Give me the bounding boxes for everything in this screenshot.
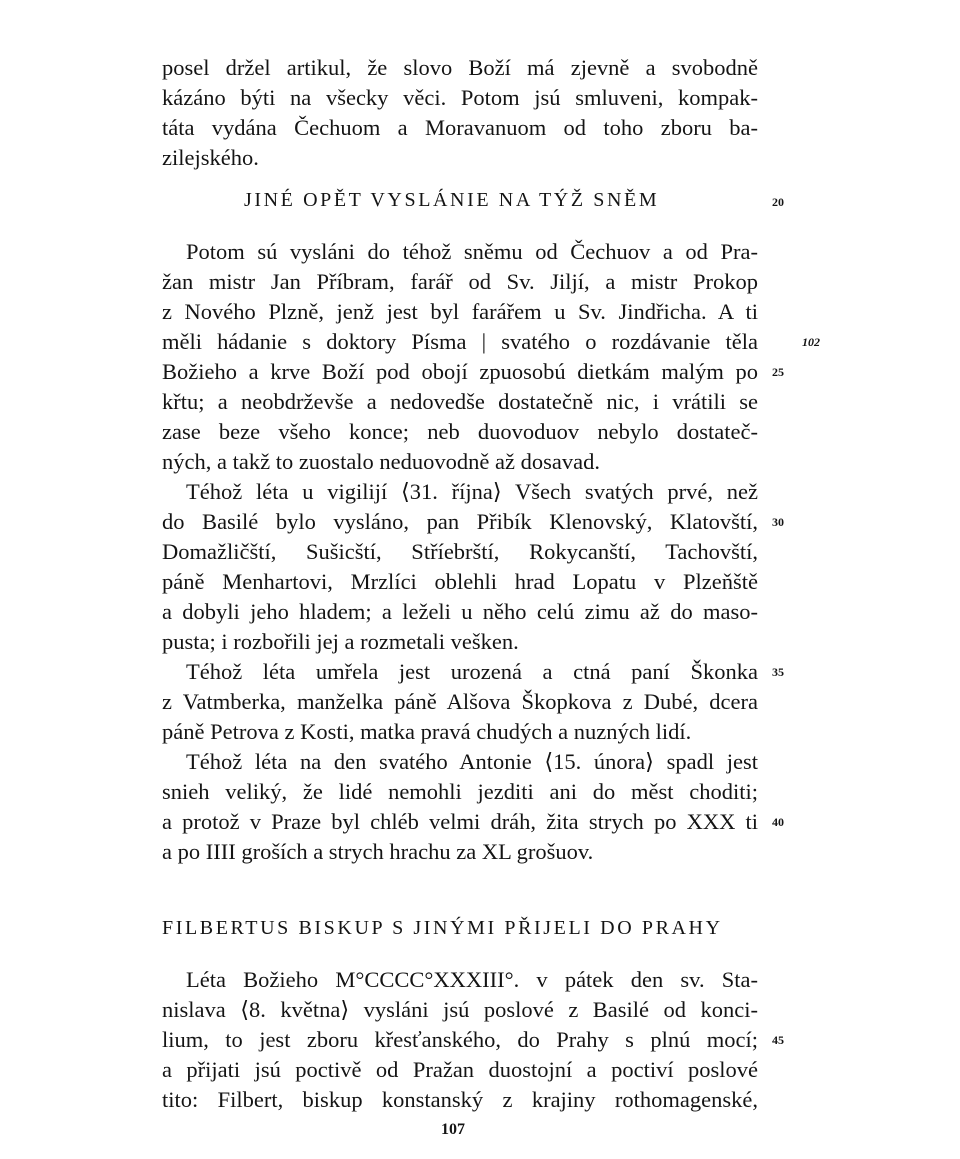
text-line: zase beze všeho konce; neb duovoduov nebylo dostateč- [162,419,758,444]
text-line: Božieho a krve Boží pod obojí zpuosobú dietkám malým po [162,359,758,384]
line-number: 30 [772,515,784,529]
text-line: a dobyli jeho hladem; a leželi u něho celú zimu až do maso- [162,599,758,624]
text-line: posel držel artikul, že slovo Boží má zjevně a svobodně [162,55,758,80]
page-number: 107 [441,1121,465,1138]
text-line: páně Petrova z Kosti, matka pravá chudých a nuzných lidí. [162,719,692,744]
text-line: z Nového Plzně, jenž jest byl farářem u Sv. Jindřicha. A ti [162,299,758,324]
text-line: Potom sú vysláni do téhož sněmu od Čechuov a od Pra- [186,239,758,264]
text-line: Léta Božieho M°CCCC°XXXIII°. v pátek den sv. Sta- [186,967,758,992]
line-number: 45 [772,1033,784,1047]
page-reference: 102 [802,335,820,349]
text-line: žan mistr Jan Příbram, farář od Sv. Jiljí, a mistr Prokop [162,269,758,294]
section-heading: JINÉ OPĚT VYSLÁNIE NA TÝŽ SNĚM [244,189,660,211]
text-line: z Vatmberka, manželka páně Alšova Škopkova z Dubé, dcera [162,689,758,714]
text-line: kázáno býti na všecky věci. Potom jsú smluveni, kompak- [162,85,758,110]
text-line: a přijati jsú poctivě od Pražan duostojní a poctiví poslové [162,1057,758,1082]
text-line: a protož v Praze byl chléb velmi dráh, žita strych po XXX ti [162,809,758,834]
line-number: 35 [772,665,784,679]
text-line: tito: Filbert, biskup konstanský z krajiny rothomagenské, [162,1087,758,1112]
text-line: zilejského. [162,145,259,170]
text-line: Téhož léta umřela jest urozená a ctná paní Škonka [186,659,758,684]
text-line: pusta; i rozbořili jej a rozmetali vešken. [162,629,519,654]
text-line: táta vydána Čechuom a Moravanuom od toho zboru ba- [162,115,758,140]
text-line: lium, to jest zboru křesťanského, do Prahy s plnú mocí; [162,1027,758,1052]
text-line: Téhož léta na den svatého Antonie ⟨15. února⟩ spadl jest [186,749,758,774]
text-line: měli hádanie s doktory Písma | svatého o rozdávanie těla [162,329,758,354]
section-heading: FILBERTUS BISKUP S JINÝMI PŘIJELI DO PRAHY [162,917,723,939]
text-line: křtu; a neobdrževše a nedovedše dostatečně nic, i vrátili se [162,389,758,414]
text-line: ných, a takž to zuostalo neduovodně až dosavad. [162,449,600,474]
text-line: nislava ⟨8. května⟩ vysláni jsú poslové z Basilé od konci- [162,997,758,1022]
text-line: Domažličští, Sušicští, Stříebrští, Rokycanští, Tachovští, [162,539,758,564]
line-number: 40 [772,815,784,829]
line-number: 25 [772,365,784,379]
text-line: do Basilé bylo vysláno, pan Přibík Klenovský, Klatovští, [162,509,758,534]
line-number: 20 [772,195,784,209]
text-line: a po IIII groších a strych hrachu za XL grošuov. [162,839,594,864]
text-line: Téhož léta u vigilijí ⟨31. října⟩ Všech svatých prvé, než [186,479,758,504]
text-line: páně Menhartovi, Mrzlíci oblehli hrad Lopatu v Plzeňště [162,569,758,594]
text-line: snieh veliký, že lidé nemohli jezditi ani do měst choditi; [162,779,758,804]
